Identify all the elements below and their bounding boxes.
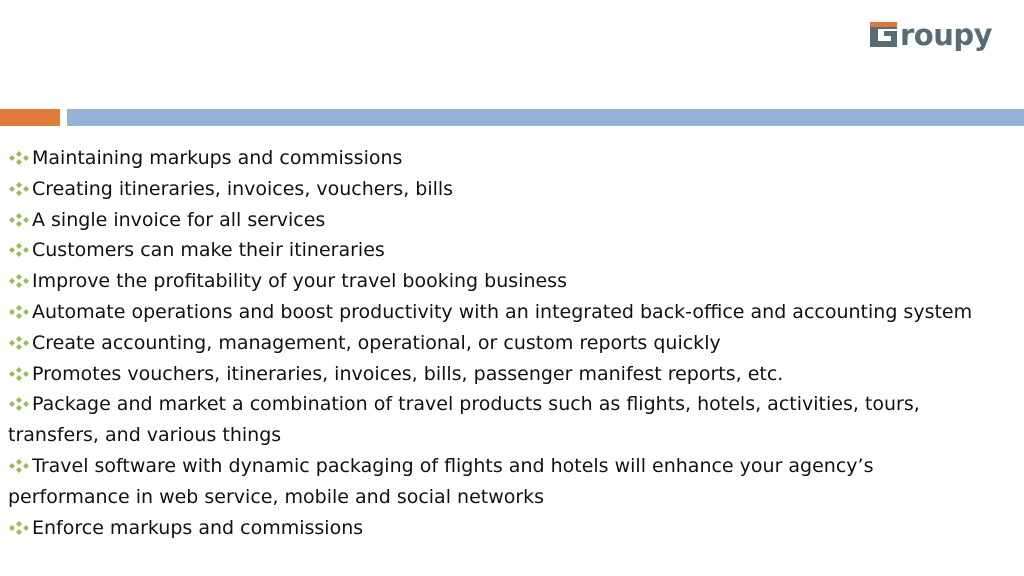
diamond-bullet-icon [8, 459, 30, 473]
list-item-text: Automate operations and boost productivity with an integrated back-office and accounting system [32, 300, 973, 323]
list-item-text: Maintaining markups and commissions [32, 147, 403, 169]
list-item [8, 389, 998, 451]
diamond-bullet-icon [8, 305, 30, 319]
diamond-bullet-icon [8, 336, 30, 350]
list-item [8, 235, 998, 266]
list-item-text: Package and market a combination of travel products such as flights, hotels, activities, tours, transfers, and various things [8, 393, 920, 447]
list-item [8, 205, 998, 236]
diamond-bullet-icon [8, 367, 30, 381]
list-item-text: Enforce markups and commissions [32, 516, 364, 539]
list-item [8, 174, 998, 205]
list-item-text: Promotes vouchers, itineraries, invoices, bills, passenger manifest reports, etc. [32, 362, 784, 385]
list-item [8, 359, 998, 390]
list-item [8, 297, 998, 328]
groupy-logo-mark [866, 14, 1014, 54]
groupy-logo [866, 14, 1014, 54]
list-item [8, 513, 998, 544]
list-item [8, 451, 998, 513]
divider-main-bar [67, 109, 1024, 126]
list-item-text: Improve the profitability of your travel booking business [32, 270, 567, 293]
divider-accent-block [0, 109, 60, 126]
diamond-bullet-icon [8, 397, 30, 411]
diamond-bullet-icon [8, 274, 30, 288]
svg-text:roupy: roupy [900, 18, 993, 52]
diamond-bullet-icon [8, 213, 30, 227]
diamond-bullet-icon [8, 521, 30, 535]
list-item-text: Create accounting, management, operational, or custom reports quickly [32, 331, 721, 354]
list-item [8, 328, 998, 359]
header-divider [0, 109, 1024, 126]
diamond-bullet-icon [8, 182, 30, 196]
list-item [8, 266, 998, 297]
bullet-list [8, 143, 998, 543]
list-item-text: A single invoice for all services [32, 208, 326, 231]
list-item-text: Creating itineraries, invoices, vouchers, bills [32, 177, 454, 200]
list-item-text: Customers can make their itineraries [32, 239, 385, 262]
list-item-text: Travel software with dynamic packaging of flights and hotels will enhance your agency’s performance in web service, mobile and social networks [8, 454, 874, 508]
list-item [8, 143, 998, 174]
diamond-bullet-icon [8, 243, 30, 257]
diamond-bullet-icon [8, 151, 30, 165]
